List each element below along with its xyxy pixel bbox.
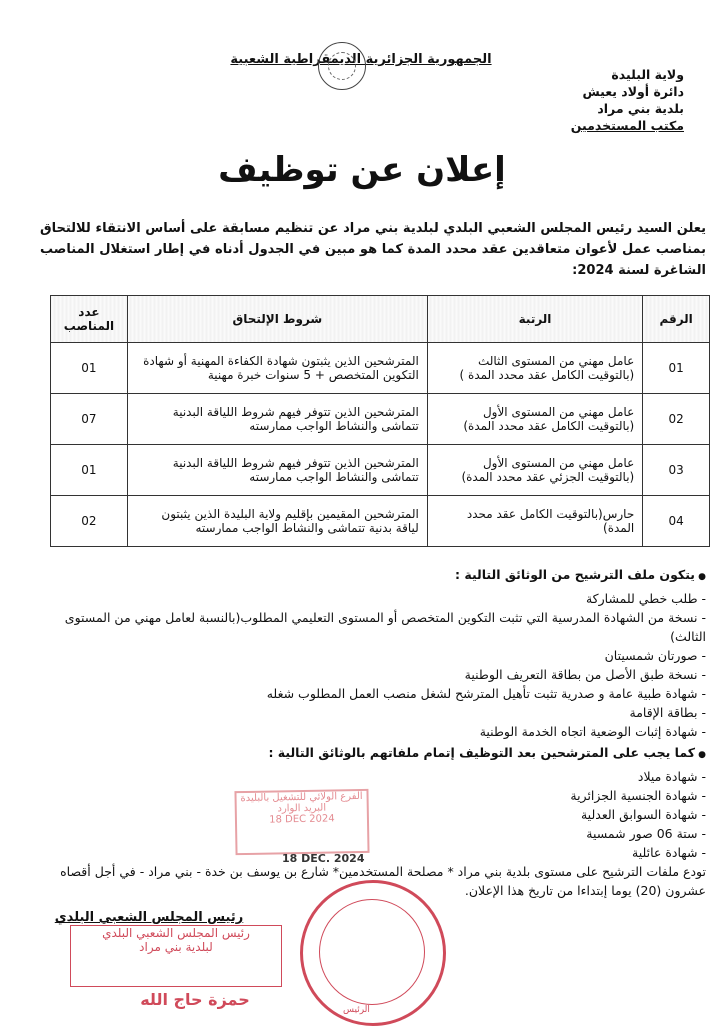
table-row (51, 496, 710, 547)
cell-num: 03 (643, 445, 710, 496)
list-item: - شهادة الجنسية الجزائرية (30, 786, 706, 805)
list-item: - شهادة إثبات الوضعية اتجاه الخدمة الوطنية (30, 722, 706, 741)
signature-block (14, 910, 284, 925)
algeria-emblem-icon (318, 42, 366, 90)
stamp-line: رئيس المجلس الشعبي البلدي (102, 926, 250, 940)
administration-block (571, 66, 684, 134)
cell-conditions: المترشحين الذين يثبتون شهادة الكفاءة المهنية أو شهادة التكوين المتخصص + 5 سنوات خبرة مهنية (127, 343, 427, 394)
signatory-name: حمزة حاج الله (140, 990, 250, 1009)
cell-rank: حارس(بالتوقيت الكامل عقد محدد المدة) (427, 496, 642, 547)
cell-count: 02 (51, 496, 128, 547)
republic-heading: الجمهورية الجزائرية الديمقراطية الشعبية (230, 52, 492, 67)
stamp-date: 18 DEC 2024 (269, 813, 335, 826)
table-row (51, 445, 710, 496)
admin-line-daira: دائرة أولاد يعيش (582, 84, 684, 99)
admin-line-commune: بلدية بني مراد (597, 101, 684, 116)
header-count: عدد المناصب (51, 296, 128, 343)
list-item: - شهادة عائلية (30, 843, 706, 862)
file-section-title: ● يتكون ملف الترشيح من الوثائق التالية : (30, 565, 706, 587)
cell-rank: عامل مهني من المستوى الثالث (بالتوقيت الكامل عقد محدد المدة ) (427, 343, 642, 394)
table-header-row (51, 296, 710, 343)
cell-count: 01 (51, 343, 128, 394)
list-item: - ستة 06 صور شمسية (30, 824, 706, 843)
file-documents-list (30, 589, 706, 741)
list-item: - صورتان شمسيتان (30, 646, 706, 665)
positions-table (50, 295, 710, 547)
mayor-stamp (70, 925, 282, 987)
list-item: - شهادة ميلاد (30, 767, 706, 786)
cell-rank: عامل مهني من المستوى الأول (بالتوقيت الكامل عقد محدد المدة) (427, 394, 642, 445)
intro-paragraph: يعلن السيد رئيس المجلس الشعبي البلدي لبلدية بني مراد عن تنظيم مسابقة على أساس الانتقاء للالتحاق بمناصب عمل لأعوان متعاقدين عقد محدد المدة كما هو مبين في الجدول أدناه في إطار استغلال المناصب الشاغرة لسنة 2024: (40, 221, 706, 278)
header-conditions: شروط الإلتحاق (127, 296, 427, 343)
list-item: - شهادة طبية عامة و صدرية تثبت تأهيل المترشح لشغل منصب العمل المطلوب شغله (30, 684, 706, 703)
handwritten-date: 18 DEC. 2024 (282, 852, 365, 865)
cell-conditions: المترشحين المقيمين بإقليم ولاية البليدة الذين يثبتون لياقة بدنية تتماشى والنشاط الواجب ممارسته (127, 496, 427, 547)
list-item: - نسخة من الشهادة المدرسية التي تثبت التكوين المتخصص أو المستوى التعليمي المطلوب(بالنسبة لعامل مهني من المستوى الثالث) (30, 608, 706, 646)
post-received-stamp (234, 789, 369, 855)
cell-count: 01 (51, 445, 128, 496)
admin-line-wilaya: ولاية البليدة (611, 67, 684, 82)
list-item: - طلب خطي للمشاركة (30, 589, 706, 608)
cell-num: 01 (643, 343, 710, 394)
round-seal-icon (300, 880, 446, 1026)
cell-rank: عامل مهني من المستوى الأول (بالتوقيت الجزئي عقد محدد المدة) (427, 445, 642, 496)
cell-conditions: المترشحين الذين تتوفر فيهم شروط اللياقة البدنية تتماشى والنشاط الواجب ممارسته (127, 394, 427, 445)
header-num: الرقم (643, 296, 710, 343)
table-row (51, 394, 710, 445)
cell-num: 02 (643, 394, 710, 445)
admin-line-office: مكتب المستخدمين (570, 118, 684, 133)
page-title: إعلان عن توظيف (218, 150, 506, 190)
cell-conditions: المترشحين الذين تتوفر فيهم شروط اللياقة البدنية تتماشى والنشاط الواجب ممارسته (127, 445, 427, 496)
seal-label: الرئيس (343, 1005, 370, 1015)
cell-count: 07 (51, 394, 128, 445)
cell-num: 04 (643, 496, 710, 547)
signatory-title: رئيس المجلس الشعبي البلدي (54, 910, 244, 925)
list-item: - شهادة السوابق العدلية (30, 805, 706, 824)
list-item: - نسخة طبق الأصل من بطاقة التعريف الوطنية (30, 665, 706, 684)
stamp-line: البريد الوارد (277, 802, 327, 815)
after-section-title: ● كما يجب على المترشحين بعد التوظيف إتمام ملفاتهم بالوثائق التالية : (30, 743, 706, 765)
header-rank: الرتبة (427, 296, 642, 343)
list-item: - بطاقة الإقامة (30, 703, 706, 722)
stamp-line: الفرع الولائي للتشغيل بالبليدة (240, 790, 363, 805)
file-documents-section (30, 565, 706, 741)
submission-note: تودع ملفات الترشيح على مستوى بلدية بني مراد * مصلحة المستخدمين* شارع بن يوسف بن خدة - بني مراد - في أجل أقصاه عشرون (20) يوما إبتداءا من تاريخ هذا الإعلان. (60, 864, 706, 898)
table-row (51, 343, 710, 394)
stamp-line: لبلدية بني مراد (139, 940, 213, 954)
